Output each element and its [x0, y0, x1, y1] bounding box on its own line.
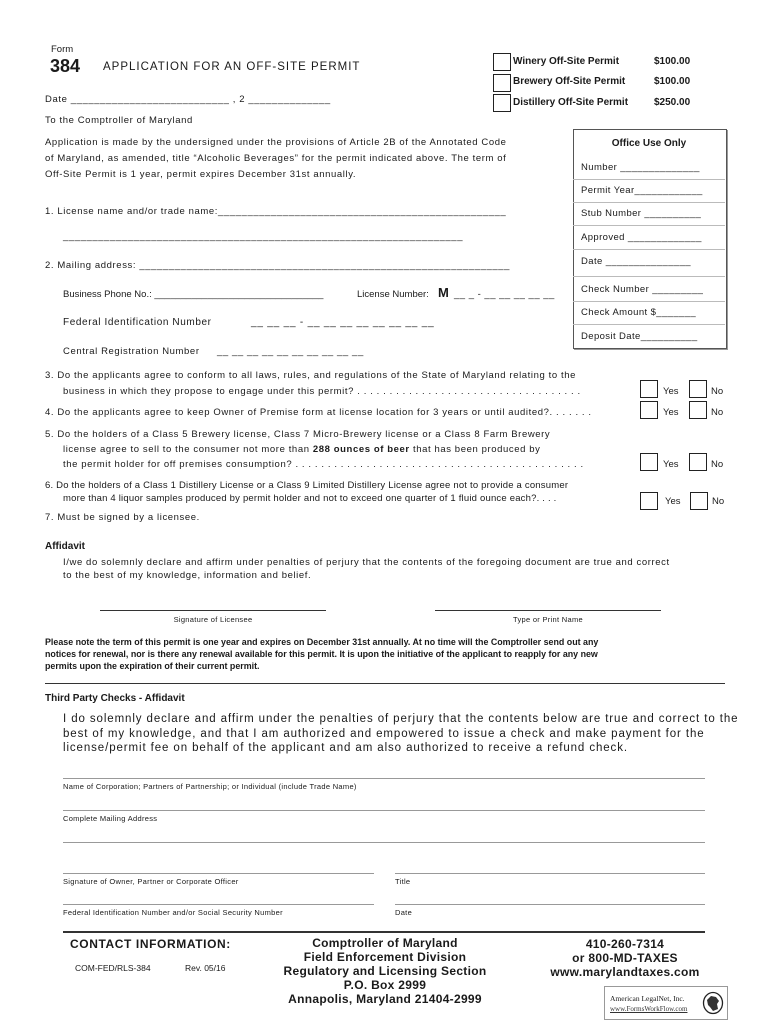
distillery-permit-checkbox[interactable]	[493, 94, 511, 112]
officer-title-line[interactable]	[395, 873, 705, 874]
office-divider	[573, 324, 725, 325]
distillery-permit-fee: $250.00	[654, 97, 691, 108]
form-revision: Rev. 05/16	[185, 963, 226, 973]
licensee-signature-line[interactable]	[100, 610, 326, 611]
third-party-line-3: license/permit fee on behalf of the applicant and am also authorized to receive a refund check.	[63, 742, 628, 754]
blank-line[interactable]	[63, 842, 705, 843]
officer-signature-label: Signature of Owner, Partner or Corporate Officer	[63, 877, 239, 886]
question-6-line-2: more than 4 liquor samples produced by permit holder and not to exceed one quarter of 1 fluid ounce each?. . . .	[63, 493, 557, 504]
office-check-number: Check Number _________	[581, 284, 704, 295]
office-number: Number ______________	[581, 162, 700, 173]
question-5-line-2	[63, 444, 540, 455]
mailing-address-line[interactable]	[63, 810, 705, 811]
q6-yes-label: Yes	[665, 496, 681, 507]
winery-permit-checkbox[interactable]	[493, 53, 511, 71]
license-name-continued-field[interactable]: ____________________________________________________________________	[63, 231, 464, 242]
renewal-notice-line-1: Please note the term of this permit is one year and expires on December 31st annually. At no time will the Comptroller send out any	[45, 637, 599, 647]
affidavit-title: Affidavit	[45, 541, 85, 552]
central-registration-field[interactable]: __ __ __ __ __ __ __ __ __ __	[217, 346, 364, 357]
q5-yes-label: Yes	[663, 459, 679, 470]
intro-line-3: Off-Site Permit is 1 year, permit expires December 31st annually.	[45, 169, 357, 180]
agency-division: Field Enforcement Division	[303, 950, 467, 964]
question-5-line-1: 5. Do the holders of a Class 5 Brewery license, Class 7 Micro-Brewery license or a Class 8 Farm Brewery	[45, 429, 551, 440]
footer-divider	[63, 931, 705, 933]
q3-no-label: No	[711, 386, 724, 397]
q5-text-post: that has been produced by	[412, 444, 541, 455]
renewal-notice-line-2: notices for renewal, nor is there any renewal available for this permit. It is upon the initiative of the applicant to reapply for any new	[45, 649, 598, 659]
license-number-label: License Number:	[357, 289, 429, 300]
q5-text-pre: license agree to sell to the consumer not more than	[63, 444, 310, 455]
fein-ssn-label: Federal Identification Number and/or Social Security Number	[63, 908, 283, 917]
office-stub-number: Stub Number __________	[581, 208, 702, 219]
officer-title-label: Title	[395, 877, 411, 886]
q3-yes-label: Yes	[663, 386, 679, 397]
q6-no-label: No	[712, 496, 725, 507]
license-number-prefix: M	[438, 285, 449, 300]
winery-permit-label: Winery Off-Site Permit	[513, 56, 620, 67]
q3-no-checkbox[interactable]	[689, 380, 707, 398]
form-label: Form	[51, 44, 74, 55]
q6-yes-checkbox[interactable]	[640, 492, 658, 510]
office-divider	[573, 276, 725, 277]
toll-free-number: or 800-MD-TAXES	[572, 951, 678, 965]
contact-heading: CONTACT INFORMATION:	[70, 937, 231, 951]
third-party-title: Third Party Checks - Affidavit	[45, 693, 185, 704]
fein-ssn-line[interactable]	[63, 904, 374, 905]
addressee: To the Comptroller of Maryland	[45, 115, 193, 126]
affidavit-line-2: to the best of my knowledge, information and belief.	[63, 570, 312, 581]
printed-name-label: Type or Print Name	[512, 615, 583, 624]
question-3-line-2: business in which they propose to engage under this permit? . . . . . . . . . . . . . . . . . . . . . . . . . . . . . . . . . . .	[63, 386, 581, 397]
agency-name: Comptroller of Maryland	[312, 936, 458, 950]
agency-city: Annapolis, Maryland 21404-2999	[288, 992, 482, 1006]
third-party-line-1: I do solemnly declare and affirm under the penalties of perjury that the contents below are true and correct to the	[63, 713, 739, 725]
printed-name-line[interactable]	[435, 610, 661, 611]
office-divider	[573, 225, 725, 226]
q5-no-label: No	[711, 459, 724, 470]
federal-id-field[interactable]: __ __ __ - __ __ __ __ __ __ __ __	[251, 317, 435, 328]
mailing-address-field[interactable]: 2. Mailing address: _______________________________________________________________	[45, 260, 511, 271]
q4-no-checkbox[interactable]	[689, 401, 707, 419]
license-name-field[interactable]: 1. License name and/or trade name:_________________________________________________	[45, 206, 507, 217]
office-use-title: Office Use Only	[611, 138, 687, 149]
publisher-name: American LegalNet, Inc.	[610, 994, 685, 1003]
mailing-address-label: Complete Mailing Address	[63, 814, 158, 823]
publisher-logo-icon	[702, 991, 724, 1015]
q5-no-checkbox[interactable]	[689, 453, 707, 471]
winery-permit-fee: $100.00	[654, 56, 691, 67]
form-code: COM-FED/RLS-384	[75, 963, 151, 973]
question-3-line-1: 3. Do the applicants agree to conform to all laws, rules, and regulations of the State of Maryland relating to the	[45, 370, 576, 381]
officer-signature-line[interactable]	[63, 873, 374, 874]
agency-po-box: P.O. Box 2999	[343, 978, 427, 992]
third-party-line-2: best of my knowledge, and that I am authorized and empowered to issue a check and make payment for the	[63, 728, 705, 740]
question-4: 4. Do the applicants agree to keep Owner of Premise form at license location for 3 years or until audited?. . . . . . .	[45, 407, 592, 418]
intro-line-1: Application is made by the undersigned under the provisions of Article 2B of the Annotated Code	[45, 137, 507, 148]
q3-yes-checkbox[interactable]	[640, 380, 658, 398]
q5-yes-checkbox[interactable]	[640, 453, 658, 471]
q5-beer-limit: 288 ounces of beer	[312, 444, 410, 455]
brewery-permit-fee: $100.00	[654, 76, 691, 87]
q4-yes-checkbox[interactable]	[640, 401, 658, 419]
intro-line-2: of Maryland, as amended, title “Alcoholic Beverages” for the permit indicated above. The term of	[45, 153, 507, 164]
renewal-notice-line-3: permits upon the expiration of their current permit.	[45, 661, 260, 671]
form-number: 384	[50, 56, 81, 76]
office-divider	[573, 249, 725, 250]
office-approved: Approved _____________	[581, 232, 702, 243]
publisher-url[interactable]: www.FormsWorkFlow.com	[610, 1005, 688, 1013]
agency-section: Regulatory and Licensing Section	[283, 964, 487, 978]
central-registration-label: Central Registration Number	[63, 346, 200, 357]
business-phone-field[interactable]: Business Phone No.: ________________________________	[63, 289, 324, 300]
publisher-badge	[604, 986, 728, 1020]
office-divider	[573, 202, 725, 203]
q4-no-label: No	[711, 407, 724, 418]
licensee-signature-label: Signature of Licensee	[173, 615, 253, 624]
q6-no-checkbox[interactable]	[690, 492, 708, 510]
federal-id-label: Federal Identification Number	[63, 317, 212, 328]
brewery-permit-checkbox[interactable]	[493, 74, 511, 92]
page-title: APPLICATION FOR AN OFF-SITE PERMIT	[103, 61, 361, 73]
office-check-amount: Check Amount $_______	[581, 307, 697, 318]
instruction-7: 7. Must be signed by a licensee.	[45, 512, 200, 523]
affidavit-line-1: I/we do solemnly declare and affirm under penalties of perjury that the contents of the foregoing document are true and correct	[63, 557, 670, 568]
third-party-date-line[interactable]	[395, 904, 705, 905]
phone-number: 410-260-7314	[585, 937, 665, 951]
brewery-permit-label: Brewery Off-Site Permit	[513, 76, 626, 87]
question-6-line-1: 6. Do the holders of a Class 1 Distillery License or a Class 9 Limited Distillery License agree not to provide a consumer	[45, 480, 569, 491]
office-deposit-date: Deposit Date__________	[581, 331, 698, 342]
license-number-field[interactable]: __ _ - __ __ __ __ __	[454, 289, 555, 300]
distillery-permit-label: Distillery Off-Site Permit	[513, 97, 629, 108]
office-divider	[573, 179, 725, 180]
section-divider	[45, 683, 725, 684]
corporation-name-label: Name of Corporation; Partners of Partnership; or Individual (include Trade Name)	[63, 782, 357, 791]
corporation-name-line[interactable]	[63, 778, 705, 779]
office-date: Date _______________	[581, 256, 691, 267]
date-field[interactable]: Date ___________________________ , 2 ______________	[45, 94, 331, 105]
office-divider	[573, 301, 725, 302]
question-5-line-3: the permit holder for off premises consumption? . . . . . . . . . . . . . . . . . . . . . . . . . . . . . . . . . . . . . . . . . . . . .	[63, 459, 584, 470]
office-permit-year: Permit Year____________	[581, 185, 703, 196]
website-link[interactable]: www.marylandtaxes.com	[550, 965, 700, 979]
q4-yes-label: Yes	[663, 407, 679, 418]
third-party-date-label: Date	[395, 908, 413, 917]
